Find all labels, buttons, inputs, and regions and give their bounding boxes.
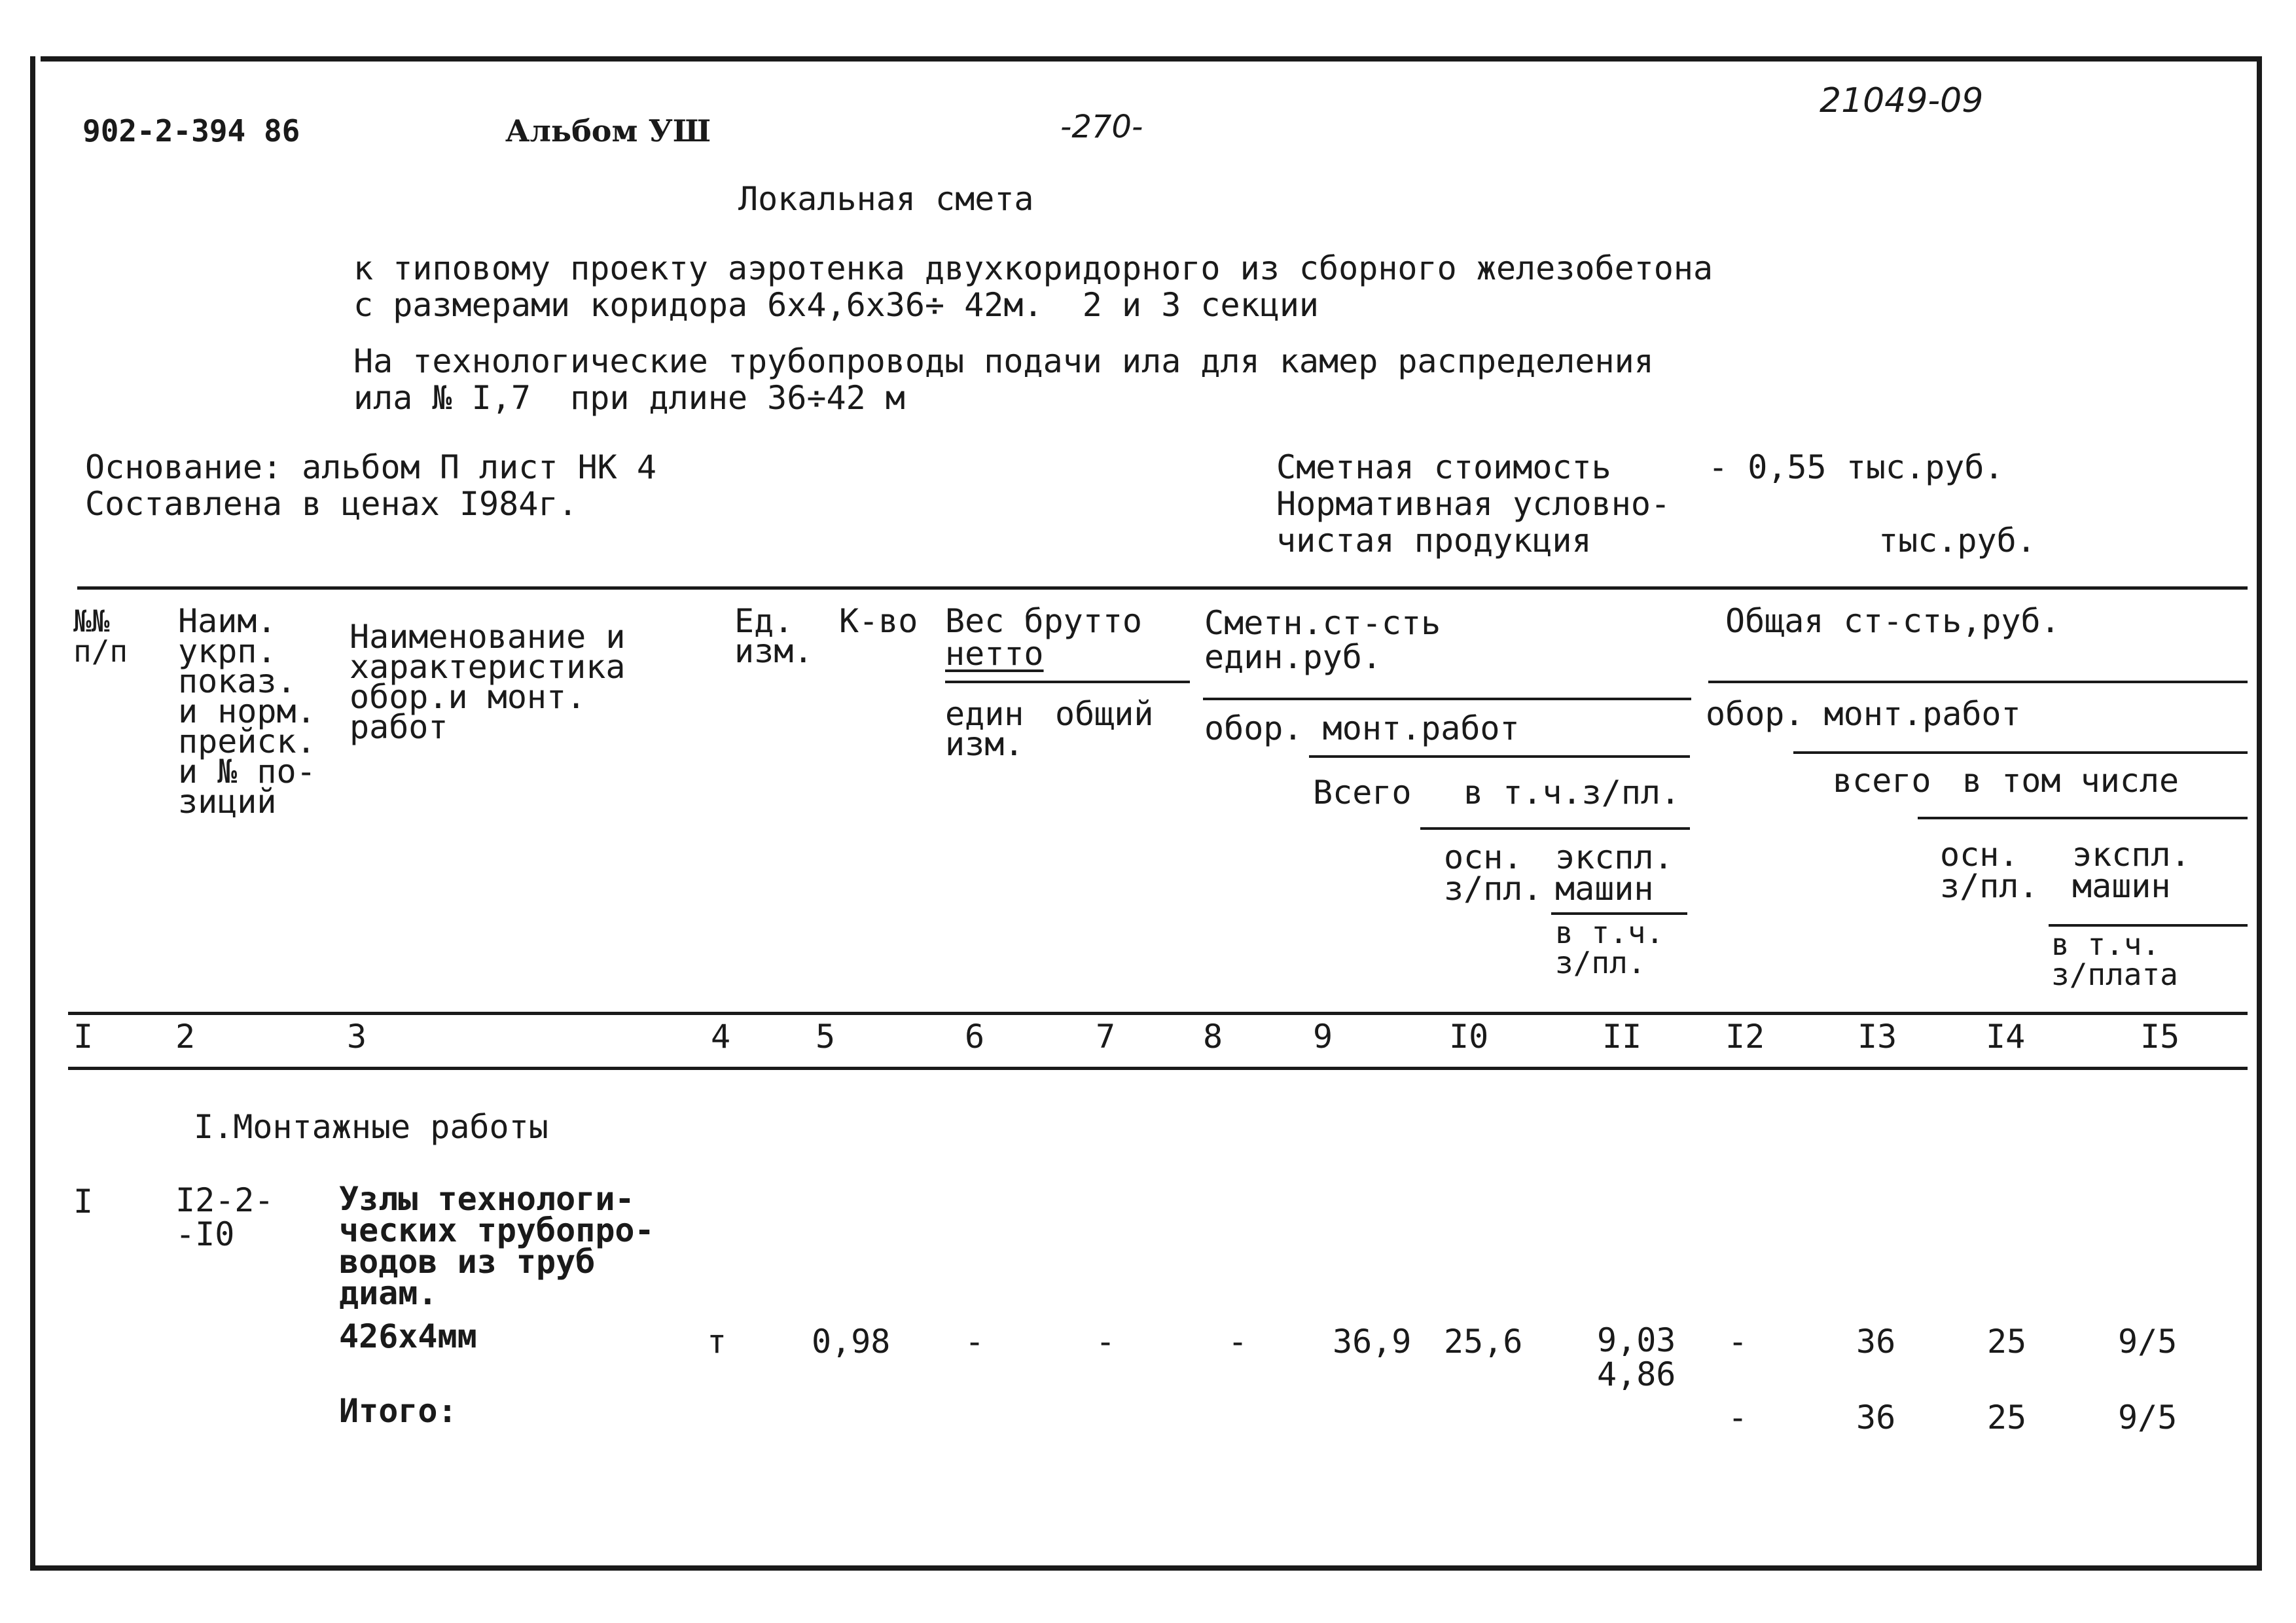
header-total-cost: Общая ст-сть,руб. — [1725, 602, 2060, 640]
header-vsego-2: всего — [1833, 762, 1931, 800]
section-title: I.Монтажные работы — [194, 1108, 548, 1146]
prices-text: Составлена в ценах I984г. — [85, 485, 578, 523]
mont-rule-2 — [1793, 751, 2248, 754]
mont-rule-1 — [1309, 755, 1690, 758]
row-weight-total: - — [1096, 1323, 1116, 1361]
header-vtom-2: в том числе — [1962, 762, 2179, 800]
estimated-cost-value: - 0,55 тыс.руб. — [1708, 448, 2004, 486]
inventory-number: 21049-09 — [1820, 81, 1984, 120]
row-weight-unit: - — [965, 1323, 985, 1361]
colnum-15: I5 — [2140, 1018, 2180, 1056]
header-ekspl-1: экспл. — [1555, 838, 1674, 876]
project-line-1: к типовому проекту аэротенка двухкоридорного из сборного железобетона — [353, 249, 1713, 287]
normative-label-2: чистая продукция — [1276, 522, 1592, 560]
frame-right-border — [2257, 56, 2262, 1571]
total-mont: 36 — [1856, 1399, 1896, 1436]
header-item-number: №№ п/п — [73, 603, 128, 669]
vtch-rule-1 — [1420, 827, 1690, 830]
colnum-9: 9 — [1313, 1018, 1333, 1056]
vtom-rule-2 — [1918, 817, 2248, 819]
row-rate-code: I2-2- -I0 — [175, 1181, 274, 1253]
row-unit: т — [707, 1323, 727, 1361]
row-unit-obor: - — [1228, 1323, 1248, 1361]
header-vtch-zpl-2: в т.ч. з/плата — [2051, 927, 2178, 992]
album-label: Альбом УШ — [505, 113, 711, 149]
project-line-2: с размерами коридора 6х4,6х36÷ 42м. 2 и 3 секции — [353, 286, 1319, 324]
row-total-ekspl: 9/5 — [2118, 1323, 2178, 1361]
row-unit-osn-zpl: 25,6 — [1444, 1323, 1523, 1361]
header-description: Наименование и характеристика обор.и монт. работ — [350, 618, 626, 746]
purpose-line-2: ила № I,7 при длине 36÷42 м — [353, 379, 905, 417]
basis-text: Основание: альбом П лист НК 4 — [85, 448, 656, 486]
header-weight-netto: нетто — [945, 635, 1044, 673]
header-weight-unit: един изм. — [945, 695, 1024, 763]
total-osn: 25 — [1987, 1399, 2027, 1436]
colnum-5: 5 — [816, 1018, 836, 1056]
colnum-2: 2 — [175, 1018, 196, 1056]
normative-label-1: Нормативная условно- — [1276, 485, 1671, 523]
colnum-14: I4 — [1986, 1018, 2026, 1056]
colnum-11: II — [1602, 1018, 1642, 1056]
total-label: Итого: — [339, 1392, 457, 1430]
header-bottom-rule — [68, 1012, 2248, 1015]
header-mashin-2: машин — [2072, 867, 2171, 905]
colnum-10: I0 — [1449, 1018, 1489, 1056]
header-obor-mont-2: обор. монт.работ — [1706, 695, 2021, 733]
colnum-3: 3 — [347, 1018, 367, 1056]
header-vtch-1: в т.ч.з/пл. — [1463, 774, 1681, 812]
colnum-4: 4 — [711, 1018, 731, 1056]
frame-bottom-border — [30, 1565, 2262, 1571]
normative-unit: тыс.руб. — [1878, 522, 2036, 560]
row-total-obor: - — [1728, 1323, 1748, 1361]
header-weight-brutto: Вес брутто — [945, 602, 1143, 640]
doc-code: 902-2-394 86 — [82, 113, 300, 149]
header-vsego-1: Всего — [1313, 774, 1412, 812]
frame-top-border — [41, 56, 2262, 62]
header-obor-mont-1: обор. монт.работ — [1204, 709, 1520, 747]
total-obor: - — [1728, 1399, 1748, 1436]
row-unit-ekspl: 9,03 4,86 — [1597, 1321, 1676, 1393]
colnum-7: 7 — [1096, 1018, 1116, 1056]
row-unit-mont-total: 36,9 — [1333, 1323, 1412, 1361]
page-number: -270- — [1060, 109, 1143, 145]
frame-left-border — [30, 56, 35, 1571]
purpose-line-1: На технологические трубопроводы подачи ила для камер распределения — [353, 342, 1654, 380]
header-osn-1: осн. з/пл. — [1444, 838, 1543, 908]
colnum-1: I — [73, 1018, 94, 1056]
colnum-13: I3 — [1857, 1018, 1897, 1056]
row-pipe-size: 426х4мм — [339, 1317, 477, 1355]
row-total-mont: 36 — [1856, 1323, 1896, 1361]
header-osn-2: осн. з/пл. — [1940, 836, 2039, 905]
header-mashin-1: машин — [1555, 870, 1654, 908]
document-title: Локальная смета — [738, 180, 1034, 218]
header-weight-total: общий — [1055, 695, 1154, 733]
header-unit-cost: Сметн.ст-сть един.руб. — [1204, 604, 1441, 676]
header-vtch-zpl-1: в т.ч. з/пл. — [1555, 915, 1664, 980]
colnum-12: I2 — [1725, 1018, 1765, 1056]
row-number: I — [73, 1183, 94, 1221]
colnum-bottom-rule — [68, 1067, 2248, 1070]
row-quantity: 0,98 — [812, 1323, 891, 1361]
total-ekspl: 9/5 — [2118, 1399, 2178, 1436]
estimated-cost-label: Сметная стоимость — [1276, 448, 1611, 486]
header-unit: Ед. изм. — [734, 602, 814, 670]
header-ekspl-2: экспл. — [2072, 836, 2191, 874]
row-total-osn: 25 — [1987, 1323, 2027, 1361]
table-top-rule — [77, 586, 2248, 590]
weight-netto-rule — [945, 681, 1190, 683]
colnum-8: 8 — [1203, 1018, 1223, 1056]
colnum-6: 6 — [965, 1018, 985, 1056]
header-quantity: К-во — [839, 602, 918, 640]
unit-cost-rule — [1203, 698, 1691, 700]
row-description: Узлы технологи- ческих трубопро- водов из труб диам. — [339, 1180, 655, 1312]
header-rate-code: Наим. укрп. показ. и норм. прейск. и № по- зиций — [178, 602, 316, 821]
total-cost-rule — [1708, 681, 2248, 683]
